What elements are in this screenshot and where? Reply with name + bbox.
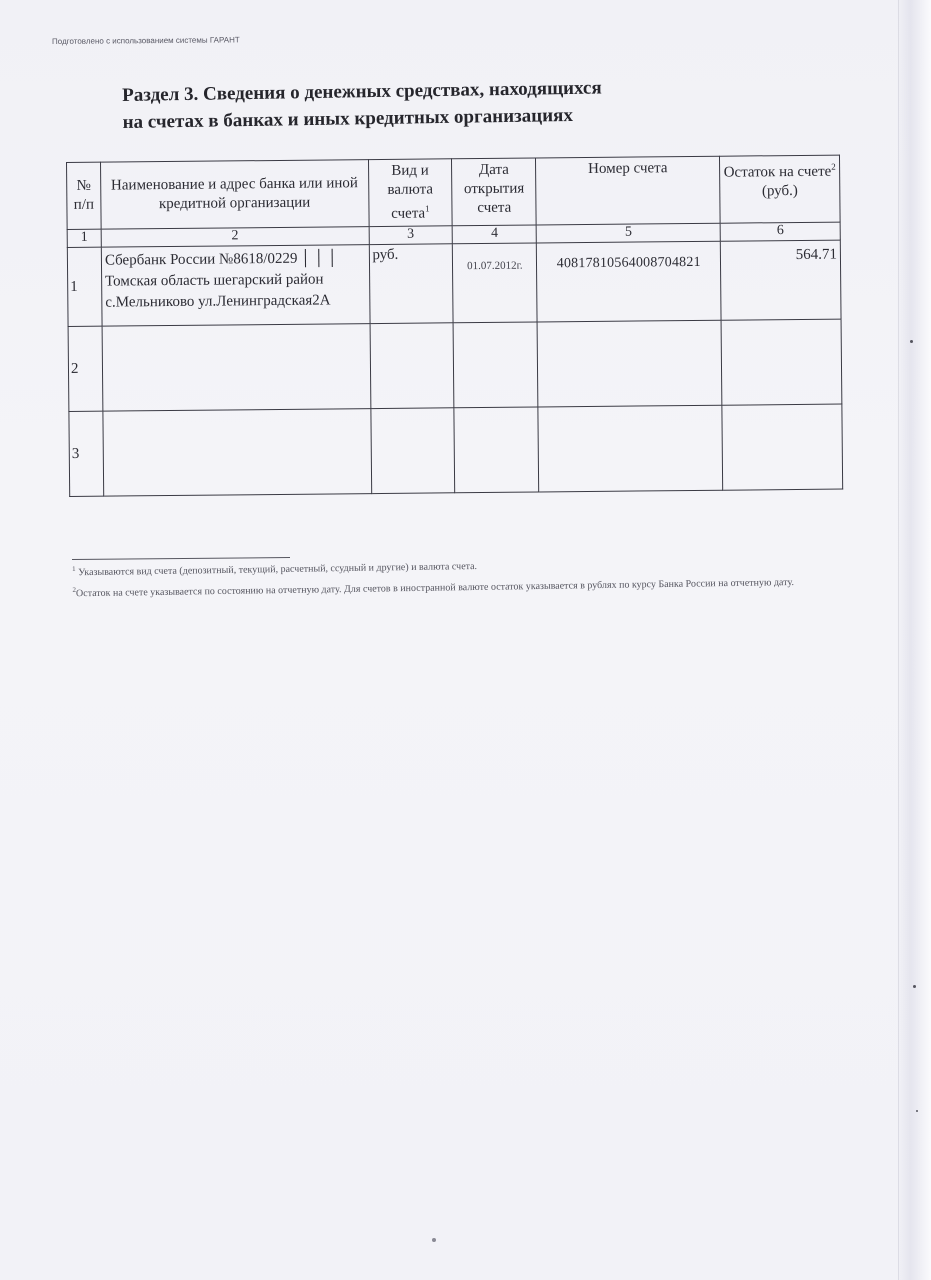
- footnote-ref-2: 2: [831, 161, 836, 172]
- account-number: 40817810564008704821: [537, 241, 722, 322]
- footnote-2-mark: 2: [72, 586, 77, 595]
- footnote-1-text: Указываются вид счета (депозитный, текущий, расчетный, ссудный и другие) и валюта счета.: [78, 560, 478, 579]
- header-col-type: [368, 159, 453, 227]
- row-number: 2: [68, 326, 103, 411]
- column-number: 2: [101, 227, 369, 248]
- section-title-line2: на счетах в банках и иных кредитных организациях: [122, 104, 574, 133]
- bank-name-address: [101, 245, 369, 327]
- account-balance: [722, 404, 843, 490]
- header-col-account: Номер счета: [536, 156, 721, 225]
- table-header-row: [67, 155, 841, 229]
- row-number: 1: [67, 247, 102, 326]
- scan-speck: [916, 1110, 918, 1112]
- page-edge-shadow: [897, 0, 931, 1280]
- header-col-balance-unit: (руб.): [761, 182, 798, 200]
- header-col-number: [67, 162, 102, 229]
- bank-accounts-table: [66, 155, 843, 497]
- open-date: [454, 407, 539, 493]
- account-balance: [721, 319, 842, 405]
- section-title-line1: Раздел 3. Сведения о денежных средствах, находящихся: [122, 77, 602, 106]
- header-col-number-label: п/п: [73, 196, 95, 213]
- account-type: [370, 323, 455, 409]
- header-col-number-sign: №: [76, 177, 91, 194]
- open-date: [453, 322, 538, 408]
- bank-name-address: [103, 409, 371, 497]
- header-col-date: Дата открытия счета: [452, 158, 537, 226]
- bank-address-line1: Томская область шегарский район: [105, 271, 324, 290]
- footnote-2-text: Остаток на счете указывается по состоянию на отчетную дату. Для счетов в иностранной валюте остаток указывается в рублях по курсу Банка России на отчетную дату.: [75, 577, 795, 600]
- open-date: 01.07.2012г.: [453, 243, 538, 323]
- garant-header-note: Подготовлено с использованием системы ГАРАНТ: [52, 35, 240, 46]
- scan-speck: [432, 1238, 436, 1242]
- section-title: [122, 74, 602, 136]
- header-col-balance-text: Остаток на счете: [723, 163, 832, 181]
- column-number: 4: [453, 225, 537, 244]
- account-number: [538, 405, 723, 492]
- bank-name-address: [102, 324, 370, 412]
- header-col-bank: Наименование и адрес банка или иной кредитной организации: [100, 160, 368, 230]
- account-type: [370, 408, 455, 494]
- scan-speck: [913, 985, 916, 988]
- column-number: 5: [536, 223, 720, 243]
- scan-speck: [910, 340, 913, 343]
- footnote-ref-1: 1: [425, 203, 430, 214]
- row-number: 3: [69, 411, 104, 496]
- header-col-type-text: Вид и валюта счета: [387, 162, 434, 222]
- account-balance: 564.71: [720, 240, 841, 320]
- column-number: 3: [369, 226, 453, 245]
- column-number: 6: [720, 222, 840, 241]
- footnote-1-mark: 1: [72, 564, 76, 573]
- table-row: [68, 319, 842, 411]
- account-number: [537, 320, 722, 407]
- table-row: [69, 404, 843, 496]
- bank-marks: │││: [301, 249, 342, 267]
- header-col-balance: [720, 155, 840, 223]
- table-row: [67, 240, 841, 326]
- bank-address-line2: с.Мельниково ул.Ленинградская2А: [105, 292, 331, 311]
- column-number: 1: [67, 229, 101, 247]
- bank-name: Сбербанк России №8618/0229: [104, 250, 298, 269]
- account-type: руб.: [369, 244, 454, 324]
